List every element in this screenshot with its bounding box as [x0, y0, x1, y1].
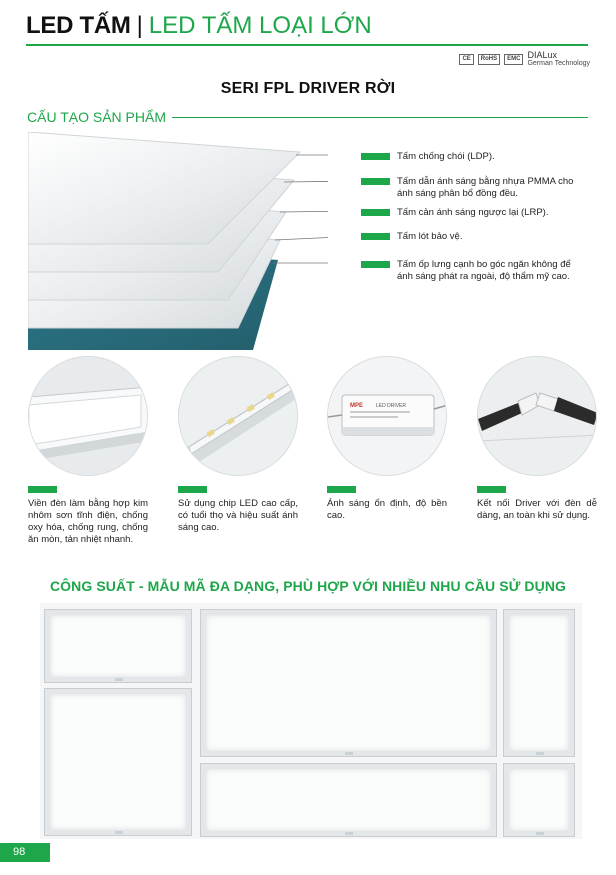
rohs-mark-icon: RoHS [478, 54, 500, 65]
feature-marker [327, 486, 356, 493]
page-number: 98 [0, 843, 50, 862]
dialux-logo [527, 51, 590, 67]
dialux-name: DIALux [527, 50, 557, 60]
callout-marker [361, 261, 390, 268]
header-separator: | [136, 12, 143, 39]
emc-mark-icon: EMC [504, 54, 523, 65]
variants-heading: CÔNG SUẤT - MẪU MÃ ĐA DẠNG, PHÙ HỢP VỚI NHIỀU NHU CẦU SỬ DỤNG [49, 578, 567, 594]
callout-marker [361, 209, 390, 216]
driver-connector-icon [477, 356, 597, 476]
feature-marker [477, 486, 506, 493]
led-chip-strip-icon [178, 356, 298, 476]
aluminum-frame-icon [28, 356, 148, 476]
dialux-sub: German Technology [527, 60, 590, 67]
callout-marker [361, 153, 390, 160]
structure-heading: CẤU TẠO SẢN PHẨM [27, 109, 166, 125]
layer-text: Tấm lót bảo vệ. [397, 231, 463, 242]
panel-variant-600x600 [44, 688, 192, 836]
led-driver-icon [327, 356, 447, 476]
panel-variant-300x600-vertical [503, 609, 575, 757]
panel-variant-300x300 [503, 763, 575, 837]
panel-variant-300x600 [44, 609, 192, 683]
driver-model: LED DRIVER [376, 403, 407, 409]
feature-text-chip: Sử dụng chip LED cao cấp, có tuổi thọ và hiệu suất ánh sáng cao. [178, 498, 298, 533]
certification-logos [459, 51, 590, 67]
panel-layers-illustration [28, 132, 328, 352]
layer-text: Tấm ốp lưng cạnh bo góc ngăn không để ánh sáng phát ra ngoài, độ thẩm mỹ cao. [397, 259, 571, 282]
panel-variant-600x1200 [200, 609, 497, 757]
layer-text: Tấm chống chói (LDP). [397, 151, 495, 162]
callout-marker [361, 233, 390, 240]
feature-marker [178, 486, 207, 493]
header-title-light: LED TẤM LOẠI LỚN [148, 12, 372, 39]
header-divider [26, 44, 588, 46]
feature-text-frame: Viền đèn làm bằng hợp kim nhôm sơn tĩnh điện, chống oxy hóa, chống rung, chống ăn mòn, tản nhiệt nhanh. [28, 498, 148, 545]
page-header [26, 12, 372, 42]
ce-mark-icon: CE [459, 54, 473, 65]
callout-marker [361, 178, 390, 185]
structure-divider [172, 117, 588, 118]
feature-text-light: Ánh sáng ổn định, độ bền cao. [327, 498, 447, 521]
feature-text-driver: Kết nối Driver với đèn dễ dàng, an toàn khi sử dụng. [477, 498, 597, 521]
header-title-bold: LED TẤM [26, 12, 131, 39]
series-title: SERI FPL DRIVER RỜI [220, 80, 396, 97]
feature-marker [28, 486, 57, 493]
panel-variant-300x1200 [200, 763, 497, 837]
driver-brand: MPE [350, 403, 364, 409]
layer-text: Tấm cản ánh sáng ngược lại (LRP). [397, 207, 549, 218]
layer-text: Tấm dẫn ánh sáng bằng nhựa PMMA cho ánh sáng phân bổ đồng đều. [397, 176, 574, 199]
